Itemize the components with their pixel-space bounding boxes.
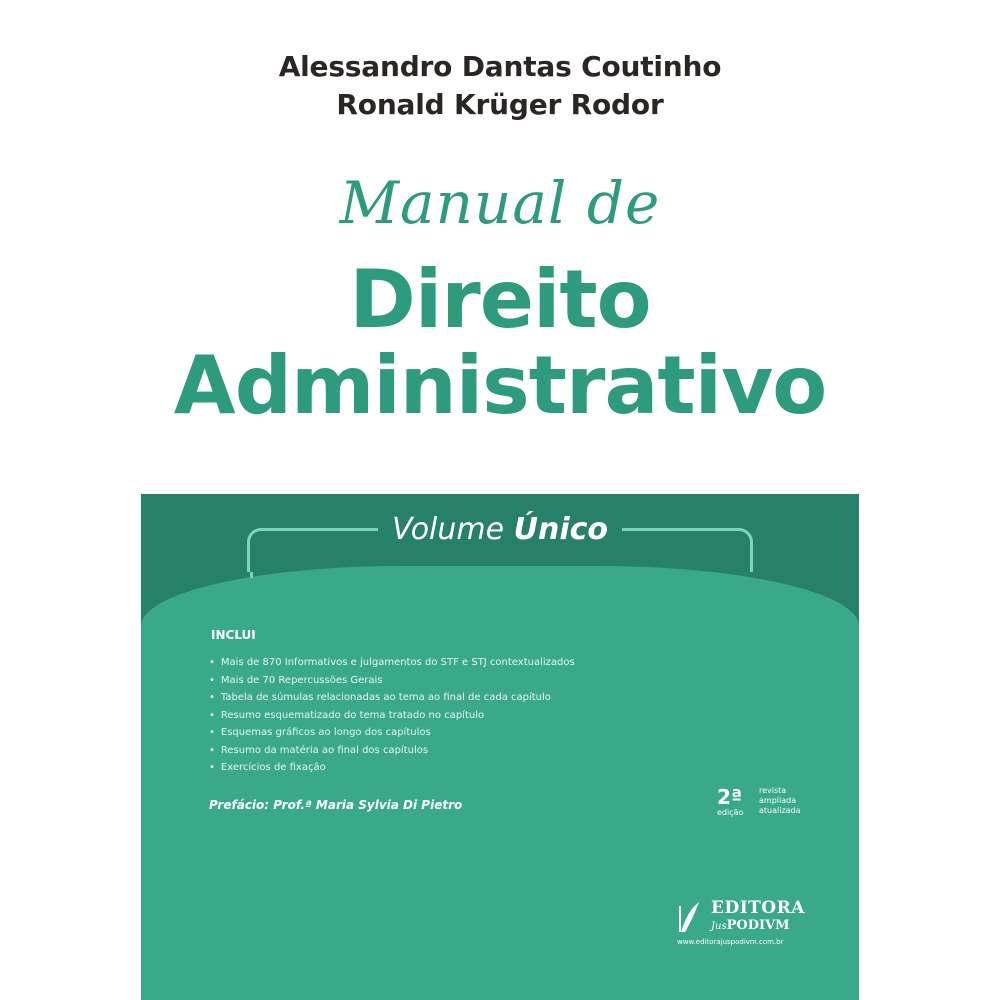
- edition-note: revista: [759, 786, 787, 795]
- list-item: • Tabela de súmulas relacionadas ao tema ao final de cada capítulo: [209, 689, 575, 707]
- title-line: Administrativo: [173, 339, 827, 432]
- edition-notes: [759, 786, 801, 816]
- publisher-script: Jus: [711, 921, 727, 932]
- publisher-name-line2: PODIVM: [726, 918, 790, 933]
- edition-badge: [717, 786, 743, 817]
- preface: Prefácio: Prof.ª Maria Sylvia Di Pietro: [209, 798, 463, 812]
- includes-heading: INCLUI: [211, 628, 256, 642]
- publisher-name: EDITORA: [711, 898, 805, 918]
- edition-note: atualizada: [759, 806, 801, 815]
- edition-number: 2ª: [717, 785, 743, 809]
- cover-band: [141, 494, 859, 1000]
- publisher-quill-icon: [677, 900, 703, 934]
- list-item: • Resumo esquematizado do tema tratado no capítulo: [209, 707, 575, 725]
- book-title: [0, 253, 1000, 432]
- publisher-website: www.editorajuspodivm.com.br: [677, 938, 784, 946]
- edition-note: ampliada: [759, 796, 797, 805]
- title-script: Manual de: [339, 169, 661, 237]
- list-item: • Mais de 870 Informativos e julgamentos do STF e STJ contextualizados: [209, 654, 575, 672]
- volume-label: [141, 510, 859, 550]
- list-item: • Exercícios de fixação: [209, 759, 575, 777]
- title-line: Direito: [349, 253, 651, 346]
- author-name: Alessandro Dantas Coutinho: [278, 50, 722, 83]
- includes-list: [209, 654, 575, 777]
- author-name: Ronald Krüger Rodor: [336, 88, 664, 121]
- volume-emphasis: Único: [513, 512, 609, 547]
- publisher-name-secondary: [711, 918, 790, 933]
- list-item: • Mais de 70 Repercussões Gerais: [209, 672, 575, 690]
- list-item: • Esquemas gráficos ao longo dos capítulos: [209, 724, 575, 742]
- volume-prefix: Volume: [391, 512, 505, 547]
- list-item: • Resumo da matéria ao final dos capítulos: [209, 742, 575, 760]
- authors: [0, 48, 1000, 124]
- edition-label: edição: [717, 808, 744, 817]
